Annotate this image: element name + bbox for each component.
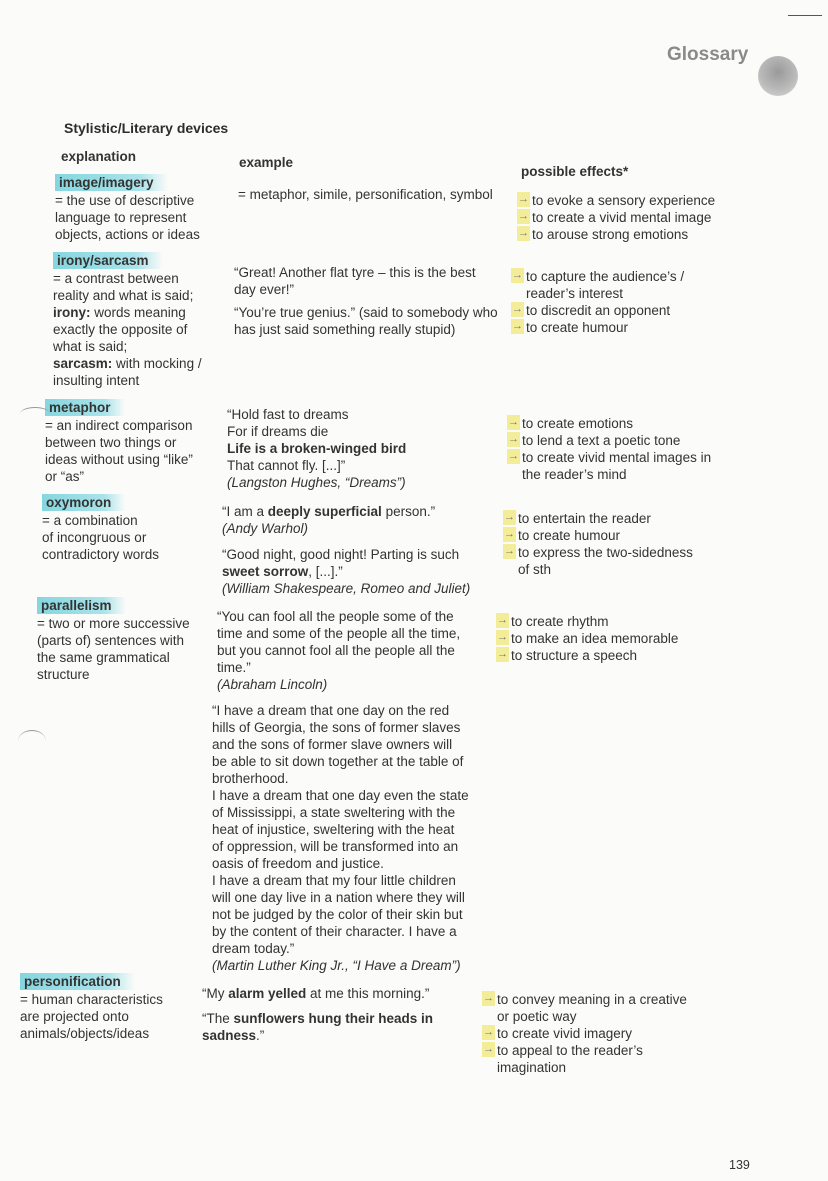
section-title: Stylistic/Literary devices bbox=[64, 120, 229, 136]
arrow-icon: → bbox=[512, 269, 523, 281]
effect-item: → to convey meaning in a creative or poetic way bbox=[483, 992, 687, 1024]
example-source: (Langston Hughes, “Dreams”) bbox=[227, 475, 406, 490]
arrow-icon: → bbox=[497, 648, 508, 660]
entry-oxymoron-explanation bbox=[42, 494, 159, 563]
def-line: exactly the opposite of bbox=[53, 322, 188, 337]
effect-item: → to entertain the reader bbox=[504, 511, 651, 526]
def-line: = a contrast between bbox=[53, 271, 179, 286]
entry-metaphor-effects bbox=[507, 415, 711, 483]
page-title: Glossary bbox=[667, 44, 749, 65]
effect-item: → to create humour bbox=[512, 320, 629, 335]
def-line: sarcasm: with mocking / bbox=[53, 356, 202, 371]
arrow-icon: → bbox=[504, 545, 515, 557]
entry-imagery-effects bbox=[517, 192, 715, 243]
example-source: (Martin Luther King Jr., “I Have a Dream”) bbox=[212, 958, 461, 973]
effect-item: → to create vivid imagery bbox=[483, 1026, 633, 1041]
effect-item: → to create a vivid mental image bbox=[518, 210, 712, 225]
arrow-icon: → bbox=[483, 992, 494, 1004]
entry-parallelism-example-lincoln: “You can fool all the people some of the time and some of the people all the time, but you cannot fool all the people all the time.” (Abraham Lincoln) bbox=[217, 609, 461, 692]
def-line: are projected onto bbox=[20, 1009, 129, 1024]
entry-imagery-explanation bbox=[55, 174, 200, 243]
entry-metaphor-example: “Hold fast to dreams For if dreams die Life is a broken-winged bird That cannot fly. [...]” (Langston Hughes, “Dreams”) bbox=[227, 407, 407, 490]
arrow-icon: → bbox=[518, 227, 529, 239]
arrow-icon: → bbox=[483, 1043, 494, 1055]
entry-parallelism-explanation bbox=[37, 597, 190, 683]
def-line: structure bbox=[37, 667, 90, 682]
def-line: between two things or bbox=[45, 435, 177, 450]
arrow-icon: → bbox=[518, 193, 529, 205]
example-source: (William Shakespeare, Romeo and Juliet) bbox=[222, 581, 471, 596]
effect-item: → to express the two-sidedness of sth bbox=[504, 545, 693, 577]
arrow-icon: → bbox=[508, 416, 519, 428]
entry-irony-explanation bbox=[53, 252, 202, 389]
entry-imagery-example: = metaphor, simile, personification, symbol bbox=[238, 187, 493, 202]
def-line: animals/objects/ideas bbox=[20, 1026, 150, 1041]
effect-item: → to create emotions bbox=[508, 416, 634, 431]
effect-item: → to arouse strong emotions bbox=[518, 227, 689, 242]
arrow-icon: → bbox=[512, 303, 523, 315]
def-line: contradictory words bbox=[42, 547, 160, 562]
entry-personification-example: “My alarm yelled at me this morning.” “The sunflowers hung their heads in sadness.” bbox=[202, 986, 434, 1043]
arrow-icon: → bbox=[518, 210, 529, 222]
def-line: (parts of) sentences with bbox=[37, 633, 185, 648]
entry-metaphor-explanation bbox=[45, 399, 193, 485]
def-line: = two or more successive bbox=[37, 616, 190, 631]
effect-item: → to lend a text a poetic tone bbox=[508, 433, 681, 448]
binder-mark bbox=[18, 730, 46, 752]
def-line: = human characteristics bbox=[20, 992, 163, 1007]
effect-item: → to create vivid mental images in the reader’s mind bbox=[508, 450, 712, 482]
top-rule bbox=[788, 15, 822, 16]
binder-mark bbox=[20, 407, 50, 421]
def-line: objects, actions or ideas bbox=[55, 227, 200, 242]
arrow-icon: → bbox=[504, 511, 515, 523]
example-source: (Andy Warhol) bbox=[222, 521, 309, 536]
column-head-explanation: explanation bbox=[61, 149, 137, 164]
arrow-icon: → bbox=[508, 450, 519, 462]
def-line: = an indirect comparison bbox=[45, 418, 193, 433]
def-line: irony: words meaning bbox=[53, 305, 186, 320]
term-imagery: image/imagery bbox=[55, 174, 168, 191]
def-line: insulting intent bbox=[53, 373, 140, 388]
entry-personification-explanation bbox=[20, 973, 163, 1042]
effect-item: → to evoke a sensory experience bbox=[518, 193, 716, 208]
def-line: what is said; bbox=[53, 339, 128, 354]
def-line: = the use of descriptive bbox=[55, 193, 195, 208]
chapter-tab-circle bbox=[758, 56, 798, 96]
effect-item: → to make an idea memorable bbox=[497, 631, 679, 646]
arrow-icon: → bbox=[512, 320, 523, 332]
def-line: of incongruous or bbox=[42, 530, 147, 545]
column-head-example: example bbox=[239, 155, 294, 170]
entry-irony-example: “Great! Another flat tyre – this is the best day ever!” “You’re true genius.” (said to somebody who has just said something really stupid) bbox=[234, 265, 498, 337]
entry-oxymoron-example: “I am a deeply superficial person.” (Andy Warhol) “Good night, good night! Parting is such sweet sorrow, [...].” (William Shakespeare, Romeo and Juliet) bbox=[222, 504, 471, 596]
effect-item: → to appeal to the reader’s imagination bbox=[483, 1043, 643, 1075]
term-irony-sarcasm: irony/sarcasm bbox=[53, 252, 163, 269]
column-head-effects: possible effects* bbox=[521, 164, 629, 179]
term-metaphor: metaphor bbox=[45, 399, 125, 416]
arrow-icon: → bbox=[508, 433, 519, 445]
arrow-icon: → bbox=[504, 528, 515, 540]
def-line: or “as” bbox=[45, 469, 85, 484]
arrow-icon: → bbox=[497, 631, 508, 643]
def-line: = a combination bbox=[42, 513, 138, 528]
def-line: language to represent bbox=[55, 210, 187, 225]
def-line: reality and what is said; bbox=[53, 288, 194, 303]
effect-item: → to create rhythm bbox=[497, 614, 609, 629]
entry-parallelism-effects bbox=[496, 613, 678, 664]
term-oxymoron: oxymoron bbox=[42, 494, 125, 511]
effect-item: → to structure a speech bbox=[497, 648, 638, 663]
def-line: the same grammatical bbox=[37, 650, 170, 665]
entry-oxymoron-effects bbox=[503, 510, 693, 578]
example-source: (Abraham Lincoln) bbox=[217, 677, 328, 692]
entry-parallelism-example-king: “I have a dream that one day on the red hills of Georgia, the sons of former slaves and the sons of former slave owners will be able to sit down together at the table of brotherhood. I have a dream that one day even the state of Mississippi, a state sweltering with the heat of injustice, sweltering with the heat of oppression, will be transformed into an oasis of freedom and justice. I have a dream that my four little children will one day live in a nation where they will not be judged by the color of their skin but by the content of their character. I have a dream today.” (Martin Luther King Jr., “I Have a Dream”) bbox=[212, 703, 469, 973]
arrow-icon: → bbox=[483, 1026, 494, 1038]
effect-item: → to capture the audience’s / reader’s interest bbox=[512, 269, 685, 301]
page-number: 139 bbox=[729, 1158, 750, 1172]
entry-irony-effects bbox=[511, 268, 684, 336]
effect-item: → to create humour bbox=[504, 528, 621, 543]
term-parallelism: parallelism bbox=[37, 597, 126, 614]
entry-personification-effects bbox=[482, 991, 687, 1076]
arrow-icon: → bbox=[497, 614, 508, 626]
term-personification: personification bbox=[20, 973, 135, 990]
effect-item: → to discredit an opponent bbox=[512, 303, 671, 318]
def-line: ideas without using “like” bbox=[45, 452, 193, 467]
